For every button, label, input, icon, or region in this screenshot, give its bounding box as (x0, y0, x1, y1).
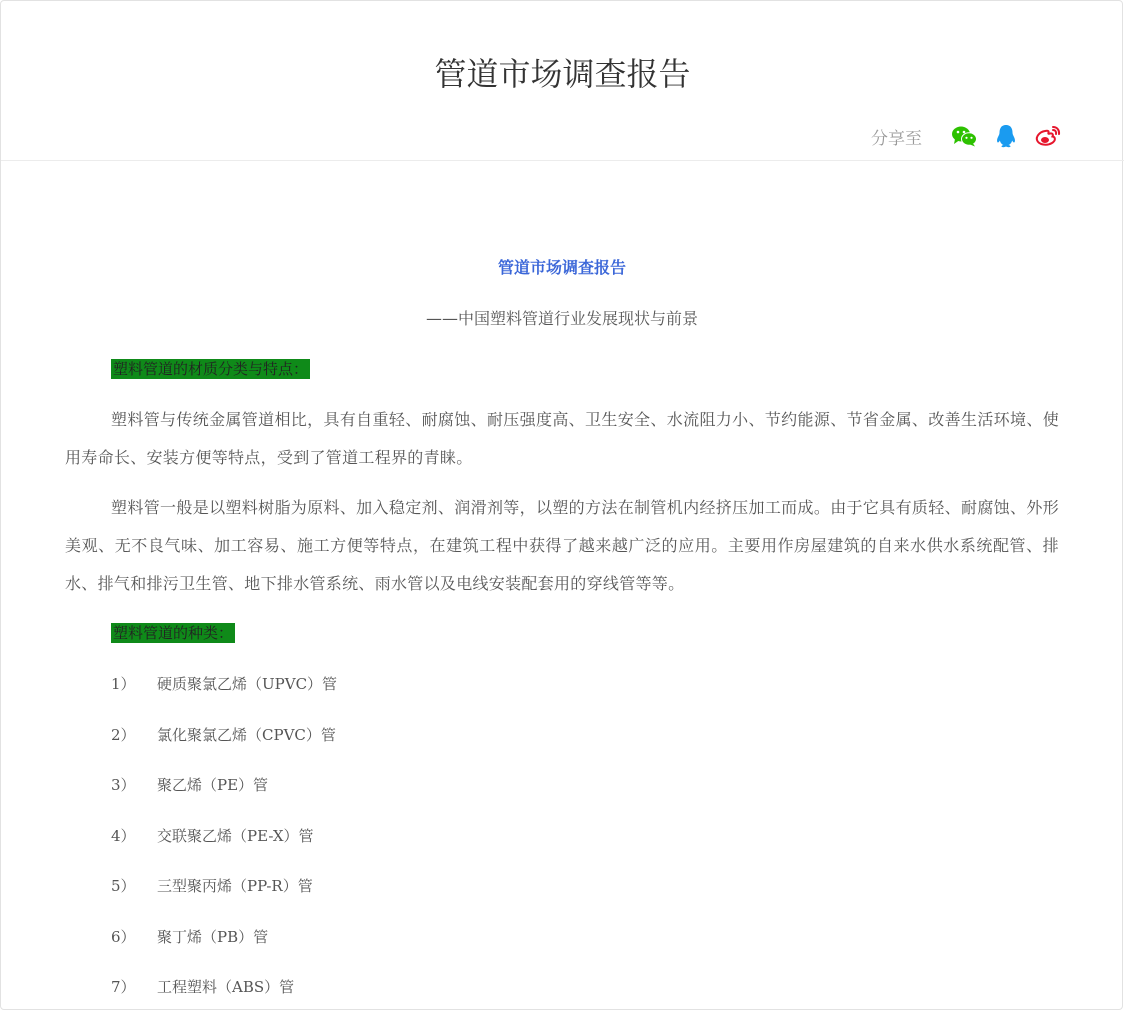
qq-icon[interactable] (992, 122, 1020, 150)
article-subtitle: ——中国塑料管道行业发展现状与前景 (425, 309, 698, 328)
wechat-icon[interactable] (950, 122, 978, 150)
list-number: 4） (111, 827, 136, 845)
list-number: 3） (111, 776, 136, 794)
list-text: 工程塑料（ABS）管 (157, 978, 295, 996)
share-bar (871, 121, 1062, 151)
share-label: 分享至 (871, 128, 922, 149)
article-title: 管道市场调查报告 (497, 258, 626, 277)
list-item (111, 774, 268, 796)
list-number: 1） (111, 675, 136, 693)
list-text: 聚乙烯（PE）管 (157, 776, 269, 794)
paragraph-description: 塑料管一般是以塑料树脂为原料、加入稳定剂、润滑剂等，以塑的方法在制管机内经挤压加工而成。由于它具有质轻、耐腐蚀、外形美观、无不良气味、加工容易、施工方便等特点，在建筑工程中获得了越来越广泛的应用。主要用作房屋建筑的自来水供水系统配管、排水、排气和排污卫生管、地下排水管系统、雨水管以及电线安装配套用的穿线管等等。 (65, 498, 1059, 593)
list-text: 聚丁烯（PB）管 (157, 928, 269, 946)
weibo-icon[interactable] (1034, 122, 1062, 150)
list-item (111, 825, 314, 847)
list-number: 2） (111, 726, 136, 744)
list-item (111, 673, 337, 695)
list-number: 6） (111, 928, 136, 946)
list-item (111, 976, 294, 998)
list-item (111, 875, 313, 897)
list-text: 交联聚乙烯（PE-X）管 (157, 827, 314, 845)
list-item (111, 724, 336, 746)
section-heading-materials: 塑料管道的材质分类与特点： (113, 360, 309, 378)
paragraph-advantages: 塑料管与传统金属管道相比，具有自重轻、耐腐蚀、耐压强度高、卫生安全、水流阻力小、节约能源、节省金属、改善生活环境、使用寿命长、安装方便等特点，受到了管道工程界的青睐。 (65, 410, 1059, 467)
list-text: 硬质聚氯乙烯（UPVC）管 (157, 675, 338, 693)
list-text: 氯化聚氯乙烯（CPVC）管 (157, 726, 336, 744)
list-text: 三型聚丙烯（PP-R）管 (157, 877, 313, 895)
list-number: 5） (111, 877, 136, 895)
section-heading-types: 塑料管道的种类： (113, 624, 234, 642)
list-item (111, 926, 268, 948)
list-number: 7） (111, 978, 136, 996)
article-header (1, 1, 1124, 161)
page-title: 管道市场调查报告 (434, 55, 691, 93)
